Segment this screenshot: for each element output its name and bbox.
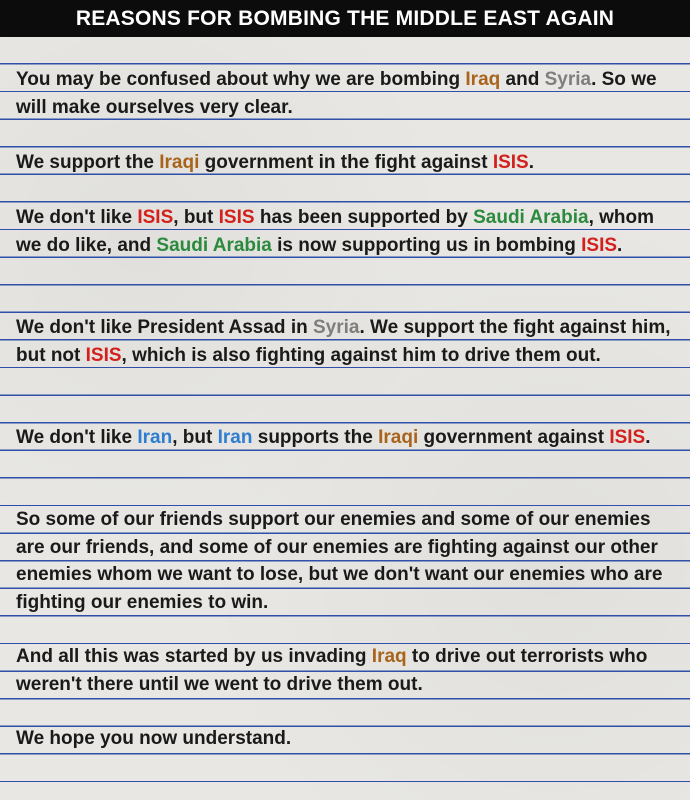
- paragraph-1: [16, 66, 684, 121]
- keyword-syria: Syria: [312, 317, 360, 338]
- keyword-iraqi: Iraqi: [378, 427, 419, 448]
- keyword-isis: ISIS: [581, 234, 618, 256]
- text-run: , whom we do like, and: [16, 207, 655, 256]
- text-run: has been supported by: [254, 207, 474, 228]
- text-run: .: [617, 234, 623, 256]
- keyword-saudi-arabia: Saudi Arabia: [473, 207, 589, 228]
- text-run: .: [645, 427, 651, 448]
- text-run: government against: [418, 427, 610, 448]
- keyword-iran: Iran: [217, 427, 253, 448]
- keyword-iraq: Iraq: [465, 69, 501, 90]
- paragraph-5: [16, 424, 684, 452]
- paragraph-4: [16, 314, 684, 369]
- text-run: We don't like: [16, 207, 138, 228]
- text-run: You may be confused about why we are bombing: [16, 69, 466, 90]
- keyword-isis: ISIS: [492, 152, 529, 173]
- text-run: , but: [172, 427, 218, 448]
- text-run: We don't like President Assad in: [16, 317, 313, 338]
- keyword-isis: ISIS: [609, 427, 646, 448]
- text-run: and: [500, 69, 545, 90]
- keyword-isis: ISIS: [137, 207, 174, 228]
- text-run: to drive out terrorists who weren't there until we went to drive them out.: [16, 646, 648, 695]
- page-title: REASONS FOR BOMBING THE MIDDLE EAST AGAIN: [0, 0, 690, 37]
- paragraph-7: [16, 643, 684, 698]
- keyword-iraq: Iraq: [371, 646, 407, 667]
- keyword-isis: ISIS: [218, 207, 255, 228]
- keyword-isis: ISIS: [85, 344, 122, 366]
- text-run: And all this was started by us invading: [16, 646, 372, 667]
- text-run: government in the fight against: [199, 152, 493, 173]
- text-run: supports the: [252, 427, 379, 448]
- paragraph-3: [16, 204, 684, 259]
- text-run: So some of our friends support our enemies and some of our enemies are our friends, and some of our enemies are fighting against our other enemies whom we want to lose, but we don't want our enemies who are fighting our enemies to win.: [16, 509, 663, 613]
- text-run: .: [528, 152, 534, 173]
- text-run: . So we will make ourselves very clear.: [16, 69, 657, 118]
- text-run: , but: [173, 207, 219, 228]
- keyword-iraqi: Iraqi: [159, 152, 200, 173]
- text-run: , which is also fighting against him to drive them out.: [121, 344, 601, 366]
- paragraph-6: [16, 506, 684, 616]
- keyword-iran: Iran: [137, 427, 173, 448]
- paragraph-2: [16, 149, 684, 177]
- text-run: is now supporting us in bombing: [271, 234, 582, 256]
- keyword-syria: Syria: [544, 69, 592, 90]
- paragraph-8: [16, 725, 684, 753]
- text-run: We hope you now understand.: [16, 728, 292, 749]
- text-run: We don't like: [16, 427, 138, 448]
- keyword-saudi-arabia: Saudi Arabia: [156, 234, 272, 256]
- text-run: We support the: [16, 152, 160, 173]
- text-run: . We support the fight against him, but not: [16, 317, 671, 366]
